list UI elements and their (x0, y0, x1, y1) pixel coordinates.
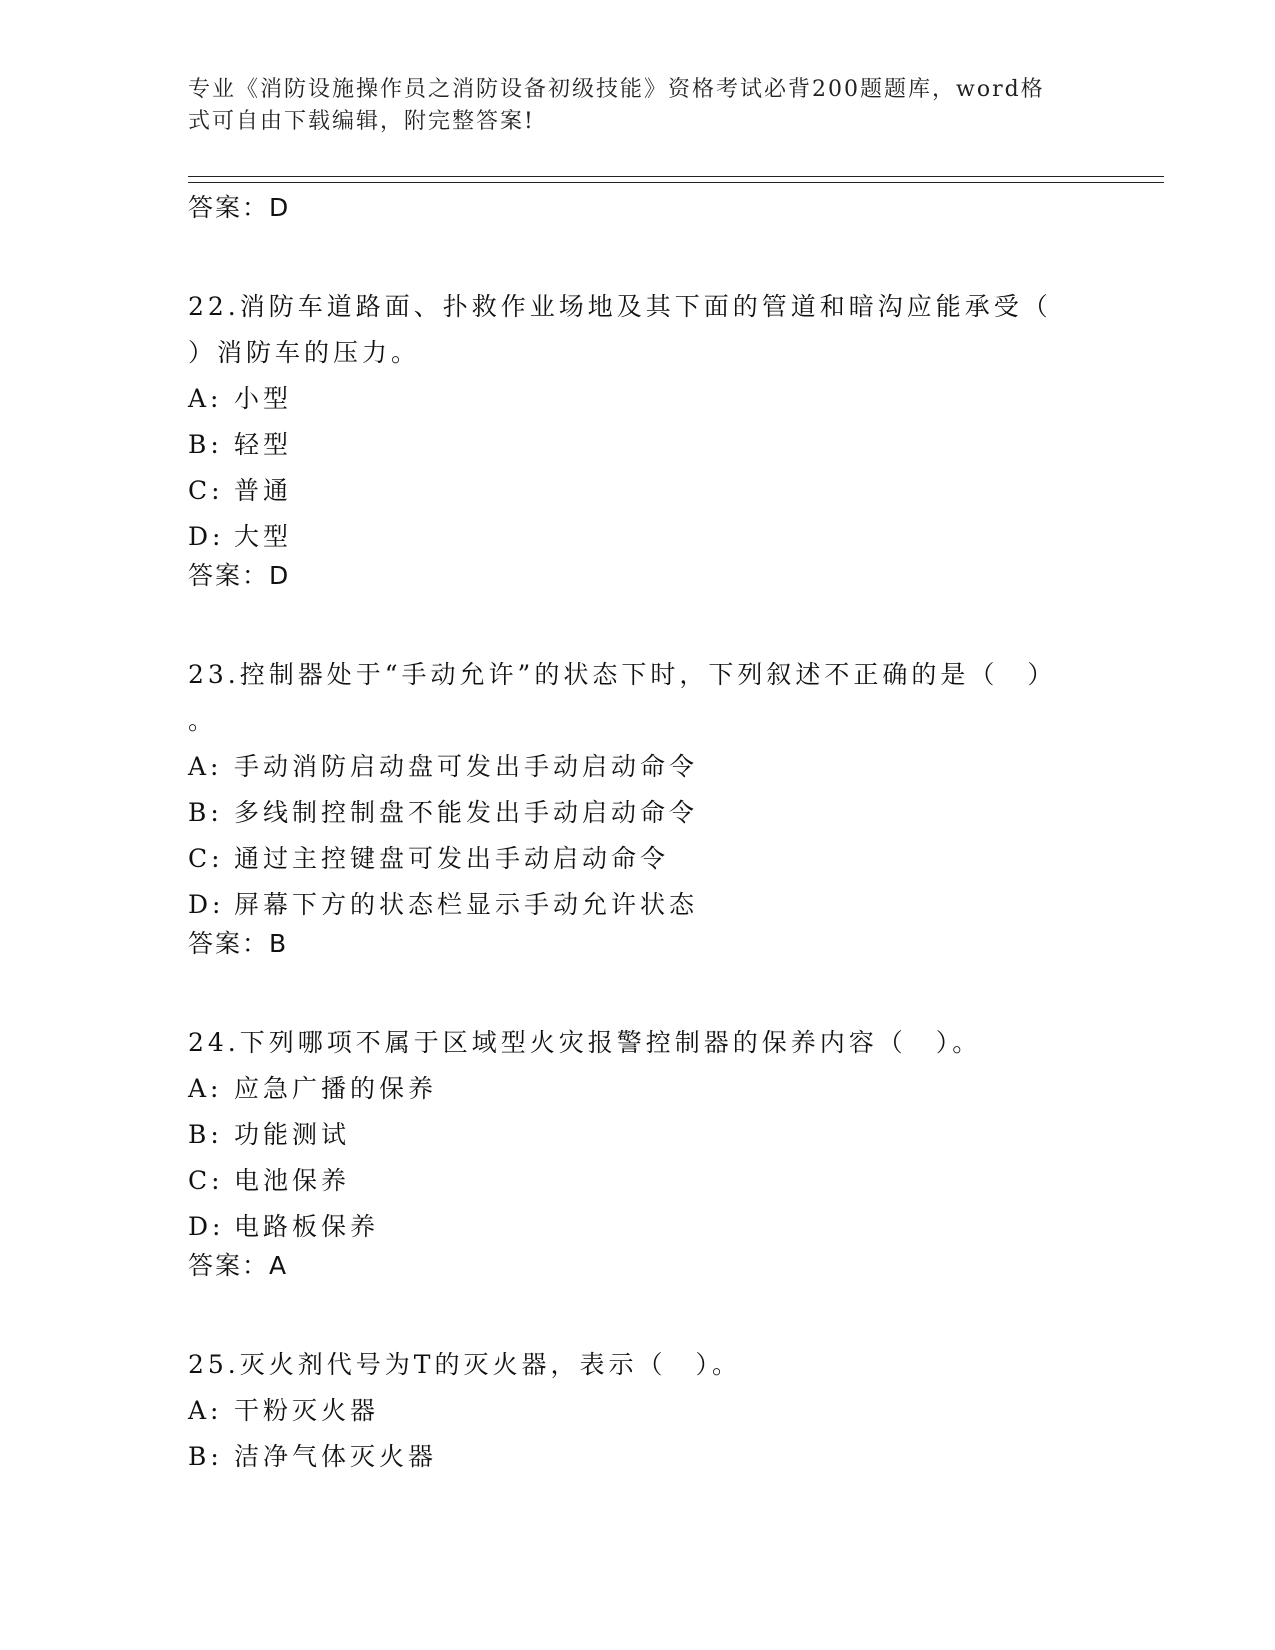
answer (188, 1250, 1078, 1296)
option-text: 应急广播的保养 (234, 1074, 438, 1103)
option-a (188, 1388, 1078, 1434)
answer-value: B (269, 929, 289, 958)
option-key: C: (188, 476, 224, 505)
option-c (188, 1158, 1078, 1204)
option-text: 轻型 (234, 430, 293, 459)
option-key: A: (188, 384, 223, 413)
option-key: D: (188, 1212, 225, 1241)
header-line-1: 专业《消防设施操作员之消防设备初级技能》资格考试必背200题题库，word格 (188, 77, 1045, 102)
question-number: 22. (188, 292, 240, 321)
option-d (188, 1204, 1078, 1250)
option-key: D: (188, 890, 225, 919)
option-key: A: (188, 1396, 223, 1425)
option-key: B: (188, 430, 223, 459)
option-text: 洁净气体灭火器 (234, 1442, 438, 1471)
question-text: 控制器处于“手动允许”的状态下时，下列叙述不正确的是（ ） (239, 660, 1057, 689)
page-header (188, 74, 1068, 138)
option-key: A: (188, 752, 223, 781)
option-text: 电池保养 (234, 1166, 351, 1195)
option-text: 手动消防启动盘可发出手动启动命令 (234, 752, 699, 781)
option-key: C: (188, 844, 224, 873)
option-text: 屏幕下方的状态栏显示手动允许状态 (234, 890, 699, 919)
option-a (188, 376, 1078, 422)
option-d (188, 882, 1078, 928)
option-d (188, 514, 1078, 560)
previous-answer (188, 192, 1078, 238)
question-stem (188, 1342, 1078, 1388)
question-23 (188, 652, 1078, 974)
question-22 (188, 284, 1078, 606)
question-25 (188, 1342, 1078, 1480)
answer (188, 560, 1078, 606)
question-24 (188, 1020, 1078, 1296)
question-stem (188, 284, 1078, 376)
option-a (188, 744, 1078, 790)
answer (188, 928, 1078, 974)
question-text: 灭火剂代号为T的灭火器，表示（ ）。 (239, 1350, 741, 1379)
question-text-continued: 。 (188, 706, 218, 735)
option-text: 大型 (234, 522, 293, 551)
option-text: 干粉灭火器 (234, 1396, 380, 1425)
answer-value: D (269, 193, 291, 222)
option-b (188, 1434, 1078, 1480)
question-text: 下列哪项不属于区域型火灾报警控制器的保养内容（ ）。 (239, 1028, 982, 1057)
option-text: 功能测试 (234, 1120, 351, 1149)
answer-label: 答案： (188, 561, 270, 590)
option-key: B: (188, 1442, 223, 1471)
question-number: 25. (188, 1350, 240, 1379)
header-line-2: 式可自由下载编辑，附完整答案! (188, 109, 535, 134)
answer-label: 答案： (188, 1251, 270, 1280)
question-number: 23. (188, 660, 240, 689)
question-text: 消防车道路面、扑救作业场地及其下面的管道和暗沟应能承受（ (239, 292, 1052, 321)
header-divider (188, 176, 1164, 183)
answer-label: 答案： (188, 193, 270, 222)
option-text: 多线制控制盘不能发出手动启动命令 (234, 798, 699, 827)
option-key: B: (188, 798, 223, 827)
option-b (188, 422, 1078, 468)
answer-value: A (269, 1251, 289, 1280)
option-b (188, 790, 1078, 836)
question-number: 24. (188, 1028, 240, 1057)
answer-label: 答案： (188, 929, 270, 958)
option-text: 小型 (234, 384, 293, 413)
option-c (188, 836, 1078, 882)
option-text: 普通 (234, 476, 293, 505)
option-key: C: (188, 1166, 224, 1195)
question-stem (188, 652, 1078, 744)
question-text-continued: ）消防车的压力。 (188, 338, 421, 367)
option-a (188, 1066, 1078, 1112)
option-text: 电路板保养 (234, 1212, 380, 1241)
document-body (188, 192, 1078, 1480)
answer-value: D (269, 561, 291, 590)
option-key: A: (188, 1074, 223, 1103)
option-key: B: (188, 1120, 223, 1149)
question-stem (188, 1020, 1078, 1066)
option-c (188, 468, 1078, 514)
option-key: D: (188, 522, 225, 551)
option-b (188, 1112, 1078, 1158)
option-text: 通过主控键盘可发出手动启动命令 (234, 844, 670, 873)
